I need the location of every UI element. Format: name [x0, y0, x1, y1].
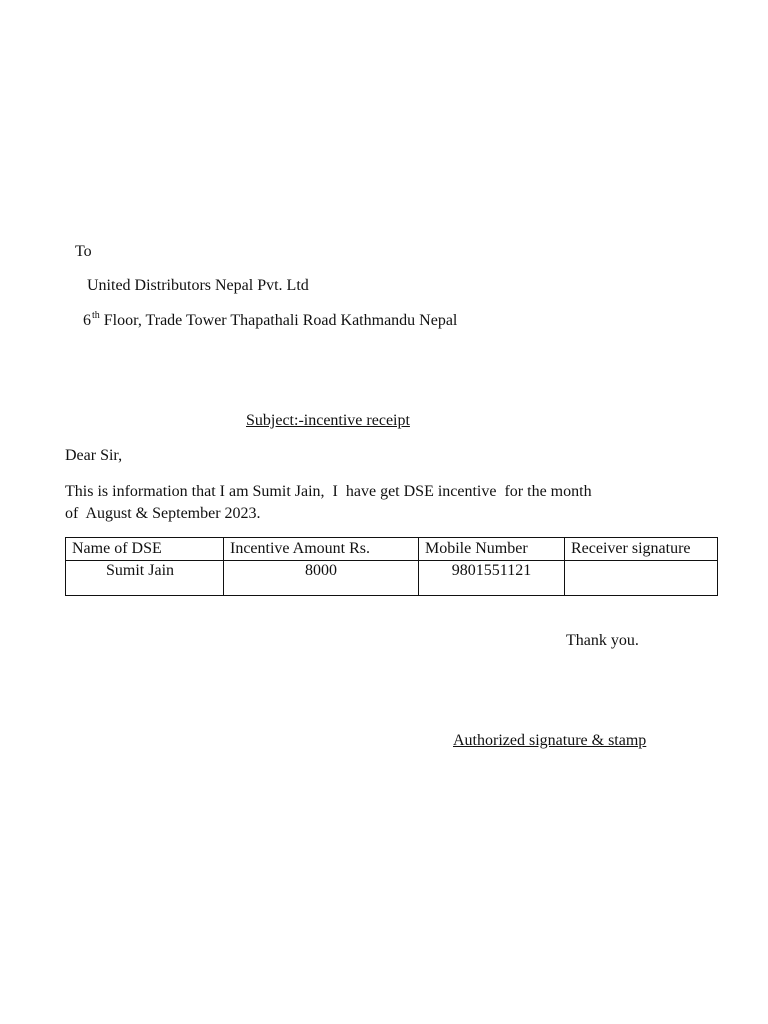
table-row: [66, 561, 718, 596]
cell-dse-name: Sumit Jain: [66, 561, 224, 596]
address-floor-number: 6: [83, 312, 91, 329]
body-line-1: This is information that I am Sumit Jain, I have get DSE incentive for the month: [65, 483, 592, 500]
header-name-of-dse: Name of DSE: [66, 538, 224, 561]
body-line-2: of August & September 2023.: [65, 505, 261, 522]
subject-line: Subject:-incentive receipt: [246, 412, 410, 429]
salutation: Dear Sir,: [65, 447, 123, 464]
address-rest: Floor, Trade Tower Thapathali Road Kathmandu Nepal: [99, 312, 458, 329]
incentive-table: [65, 537, 718, 596]
cell-incentive-amount: 8000: [224, 561, 419, 596]
header-incentive-amount: Incentive Amount Rs.: [224, 538, 419, 561]
cell-mobile-number: 9801551121: [419, 561, 565, 596]
authorized-signature-line: Authorized signature & stamp: [453, 732, 647, 749]
address-floor-suffix: th: [92, 310, 100, 321]
to-label: To: [75, 243, 92, 260]
header-mobile-number: Mobile Number: [419, 538, 565, 561]
table-header-row: [66, 538, 718, 561]
recipient-address: [83, 311, 457, 331]
closing: Thank you.: [566, 632, 639, 649]
header-receiver-signature: Receiver signature: [565, 538, 718, 561]
cell-receiver-signature: [565, 561, 718, 596]
recipient-name: United Distributors Nepal Pvt. Ltd: [87, 277, 309, 294]
